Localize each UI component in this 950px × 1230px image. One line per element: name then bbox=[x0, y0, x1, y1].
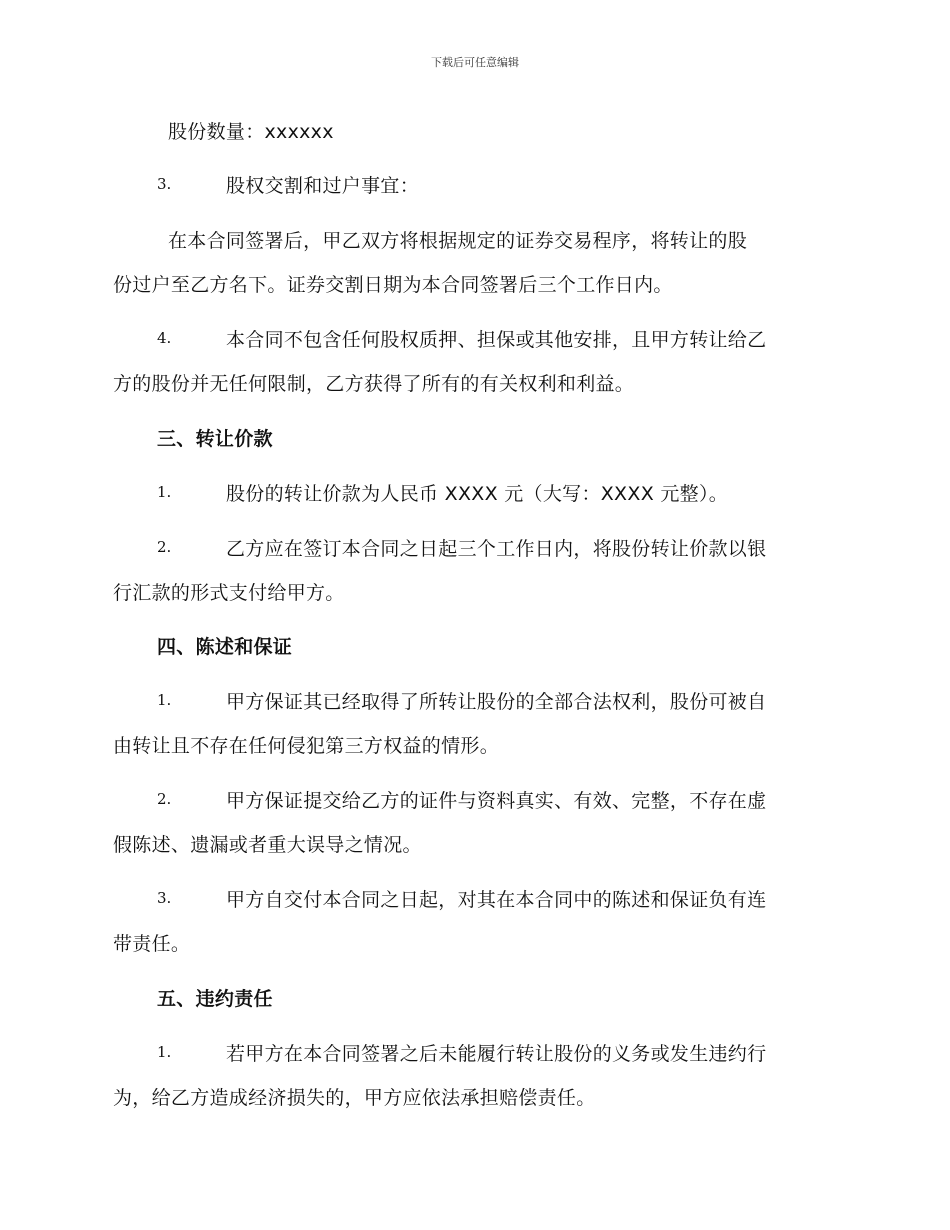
item-number: 3. bbox=[157, 175, 172, 193]
item-number: 2. bbox=[157, 538, 172, 556]
clause-text: 乙方应在签订本合同之日起三个工作日内，将股份转让价款以银 bbox=[226, 538, 767, 560]
item-number: 2. bbox=[157, 790, 172, 808]
clause-text: 假陈述、遗漏或者重大误导之情况。 bbox=[113, 834, 422, 856]
clause-text: 股权交割和过户事宜： bbox=[226, 175, 420, 197]
item-number: 1. bbox=[157, 691, 172, 709]
clause-text: 行汇款的形式支付给甲方。 bbox=[113, 582, 345, 604]
clause-text: 由转让且不存在任何侵犯第三方权益的情形。 bbox=[113, 735, 500, 757]
clause-text: 带责任。 bbox=[113, 933, 191, 955]
section-heading: 四、陈述和保证 bbox=[157, 636, 293, 658]
shares-quantity: 股份数量：xxxxxx bbox=[168, 121, 334, 143]
section-heading: 五、违约责任 bbox=[157, 988, 273, 1010]
clause-text: 甲方保证提交给乙方的证件与资料真实、有效、完整，不存在虚 bbox=[226, 790, 767, 812]
clause-text: 为，给乙方造成经济损失的，甲方应依法承担赔偿责任。 bbox=[113, 1087, 596, 1109]
item-number: 1. bbox=[157, 483, 172, 501]
clause-text: 甲方保证其已经取得了所转让股份的全部合法权利，股份可被自 bbox=[226, 691, 767, 713]
clause-text: 若甲方在本合同签署之后未能履行转让股份的义务或发生违约行 bbox=[226, 1043, 767, 1065]
clause-text: 股份的转让价款为人民币 XXXX 元（大写：XXXX 元整）。 bbox=[226, 483, 729, 505]
page-header: 下载后可任意编辑 bbox=[431, 56, 519, 69]
clause-text: 方的股份并无任何限制，乙方获得了所有的有关权利和利益。 bbox=[113, 373, 635, 395]
paragraph-line: 份过户至乙方名下。证券交割日期为本合同签署后三个工作日内。 bbox=[113, 274, 673, 296]
item-number: 3. bbox=[157, 889, 172, 907]
item-number: 4. bbox=[157, 329, 172, 347]
section-heading: 三、转让价款 bbox=[157, 428, 273, 450]
paragraph-line: 在本合同签署后，甲乙双方将根据规定的证券交易程序，将转让的股 bbox=[168, 230, 748, 252]
clause-text: 本合同不包含任何股权质押、担保或其他安排，且甲方转让给乙 bbox=[226, 329, 767, 351]
clause-text: 甲方自交付本合同之日起，对其在本合同中的陈述和保证负有连 bbox=[226, 889, 767, 911]
item-number: 1. bbox=[157, 1043, 172, 1061]
